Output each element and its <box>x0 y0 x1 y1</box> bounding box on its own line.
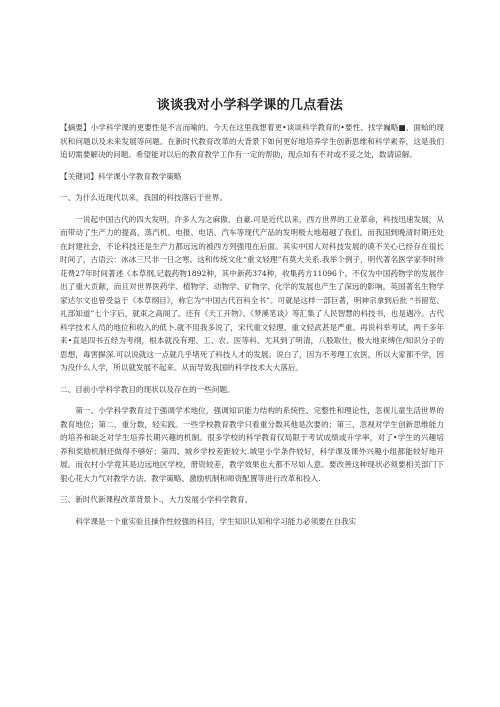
section-3-heading: 三、新时代新课程改革背景卜.，大力发展小学科学教育。 <box>60 495 253 504</box>
section-1-paragraph: 一说起中国古代的四大发明，许多人为之麻傲、自豪.可是近代以来，西方世界的工业革命，科技迅速发展，从而带动了生产力的提高，蒸汽机、电报、电话、汽车等现代产品的发明极大地超越了我们。而我国到晚清时期还处在封建社会，不论科技还是生产力都远远的被西方列强甩在后面。其实中国人对科技发展的谟不关心已经存在很长时间了，古语云：冰冰三尺非一日之寒。这和传统文化“重文轻理”有莫大关系.我举个例子，明代著名医学家李时珍花费27年时间著述《本草纲,记载药物1892种，其中新药374种，收集药方11096个。不仅为中国药物学的发展作出了重大贡献，而且对世界医药学、植物学、动物学、矿物学、化学的发展也产生了深远的影响。英国著名生物学家达尔文也曾受益于《本草纲目》，称它为“中国古代百科全书”。可就是这样一部巨著，明神宗拿到后批 “书留览、礼部知道”七个字后，就束之高阁了。还有《天工开物》、《梦溪笔谈》等汇集了人民智慧的科技书，也是遇冷。古代科学技术人员的地位和收入的低卜.就不用我多说了，宋代重文轻理、重文轻武甚是严重。再说科举考试，两千多年来•直是四书五经为考纲，根本就没有理、工、农、医等科。尤其到了明清，八股取仕，极大地束缚住/知识分子的思想，毒害摒深.可以说就这一点就几乎堵死了科技人才的发展。说白了，因为不考理工农医，所以大家都不学，因为没什么人学，所以就发展不起来。从而导致我国的科学技术大大落后。 <box>60 214 444 372</box>
document-body <box>60 121 444 536</box>
section-3-paragraph: 科学课是一个重实验且操作性较强的科目，学生知识认知和学习能力必须要在自我实 <box>75 516 357 526</box>
abstract-paragraph: 【摘要】小学科学课的更要性是不言而喻的。今天在这里我想着更•谈谈科学教育的•要性、找学巍略■、面蛤的现状和问题以及未来发展等问题。在新时代教育改革的大背景下如何更好地培养学生创新思维和科学素养，这是我们追切需要解决的问题。希望能对以后的教育教学工作有一定的帮助，现点如有不对或不妥之处，数请谅解。 <box>60 123 444 159</box>
section-2-heading: 二、目前小学科学教目的现状以及存在的一些问题。 <box>60 384 235 394</box>
keywords-line: 【关键词】科学课小学教育教学策略 <box>60 171 182 181</box>
section-2-paragraph: 第一、小学科学教育过于强调学术地位，强调知识能力结构的系统性、完整性和理论性，忽视儿童生活世界的教育地位；第二、重分数，轻实践。一些学校教育教学只看重分数其他是次要的；第三、忽视对学生创新思维能力的培养和缺乏对学生培养长期兴趣的机制。很多学校的科学教育仅局限于考试成绩或升学率，对了•学生的兴趣培养和奖励机制还做得不够好；第四、城乡学校差距较大.城里小学条件较好，科学课及课外兴趣小组都能较好地开展。而农村小学竟其是边远地区学校，册资较差，教学效果也大都不尽如人意。要改善这种现状必须要相关部门下狠心花大力气对教学方法、教学策略、激励机制和师资配置等进行改革和投入. <box>60 406 444 483</box>
section-1-heading: 一、为什么近现代以来，我国的科技落后于世界。 <box>60 193 228 202</box>
document-title: 谈谈我对小学科学课的几点看法 <box>156 98 344 113</box>
